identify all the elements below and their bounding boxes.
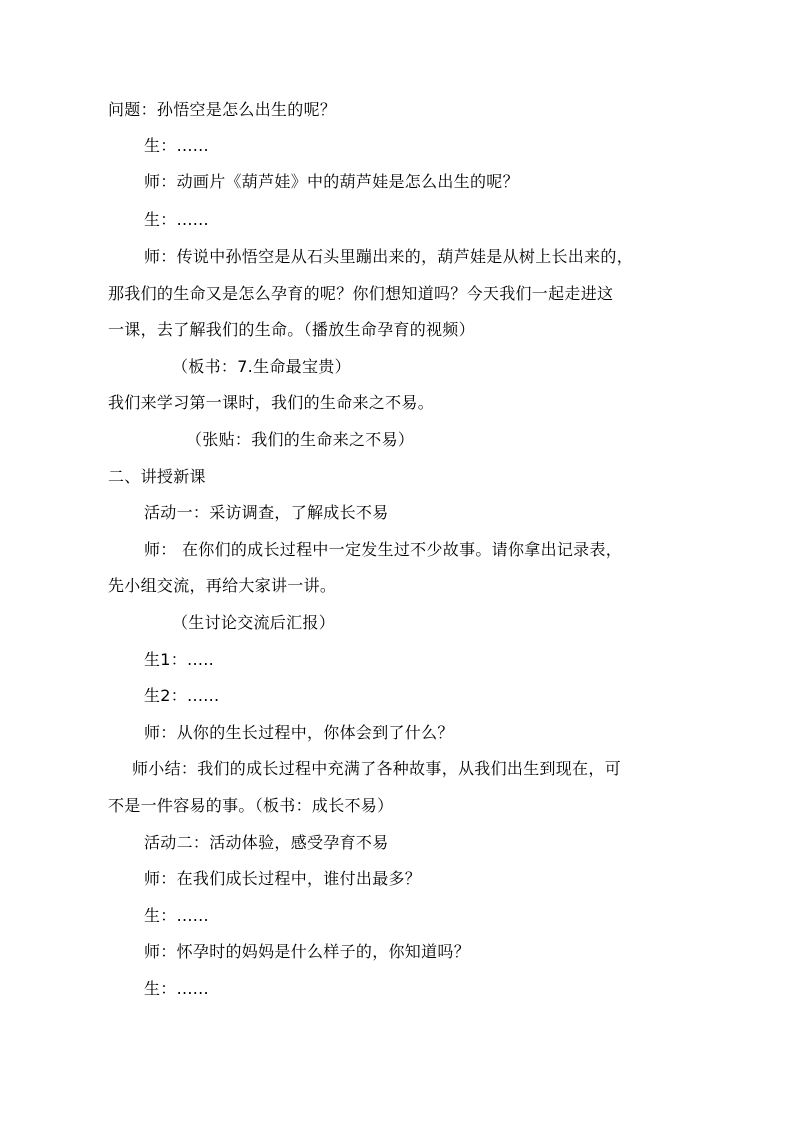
teacher-question-line: 师：在我们成长过程中，谁付出最多？	[144, 869, 422, 888]
student-reply-line: 生：......	[144, 906, 209, 925]
poster-note-line: （张贴：我们的生命来之不易）	[186, 430, 415, 449]
student-reply-line: 生：......	[144, 979, 209, 998]
activity-heading: 活动一：采访调查，了解成长不易	[144, 503, 389, 522]
discussion-note-line: （生讨论交流后汇报）	[172, 613, 336, 632]
teacher-paragraph-line: 师： 在你们的成长过程中一定发生过不少故事。请你拿出记录表，	[144, 540, 623, 559]
student-reply-line: 生1：.....	[144, 650, 215, 669]
teacher-question-line: 师：怀孕时的妈妈是什么样子的，你知道吗？	[144, 942, 471, 961]
student-reply-line: 生：......	[144, 136, 209, 155]
question-line: 问题：孙悟空是怎么出生的呢？	[108, 100, 337, 119]
teacher-question-line: 师：动画片《葫芦娃》中的葫芦娃是怎么出生的呢？	[144, 172, 519, 191]
teacher-summary-line: 不是一件容易的事。（板书：成长不易）	[108, 796, 394, 815]
student-reply-line: 生：......	[144, 210, 209, 229]
activity-heading: 活动二：活动体验，感受孕育不易	[144, 833, 389, 852]
teacher-paragraph-line: 师：传说中孙悟空是从石头里蹦出来的，葫芦娃是从树上长出来的，	[144, 247, 634, 266]
teacher-question-line: 师：从你的生长过程中，你体会到了什么？	[144, 723, 454, 742]
teacher-paragraph-line: 一课，去了解我们的生命。（播放生命孕育的视频）	[108, 320, 475, 339]
teacher-paragraph-line: 那我们的生命又是怎么孕育的呢？你们想知道吗？今天我们一起走进这	[108, 284, 614, 303]
board-note-line: （板书：7.生命最宝贵）	[172, 357, 351, 376]
section-heading: 二、讲授新课	[108, 467, 206, 486]
student-reply-line: 生2：......	[144, 686, 220, 705]
lesson-intro-line: 我们来学习第一课时，我们的生命来之不易。	[108, 393, 435, 412]
teacher-summary-line: 师小结：我们的成长过程中充满了各种故事，从我们出生到现在，可	[132, 759, 622, 778]
teacher-paragraph-line: 先小组交流，再给大家讲一讲。	[108, 576, 337, 595]
